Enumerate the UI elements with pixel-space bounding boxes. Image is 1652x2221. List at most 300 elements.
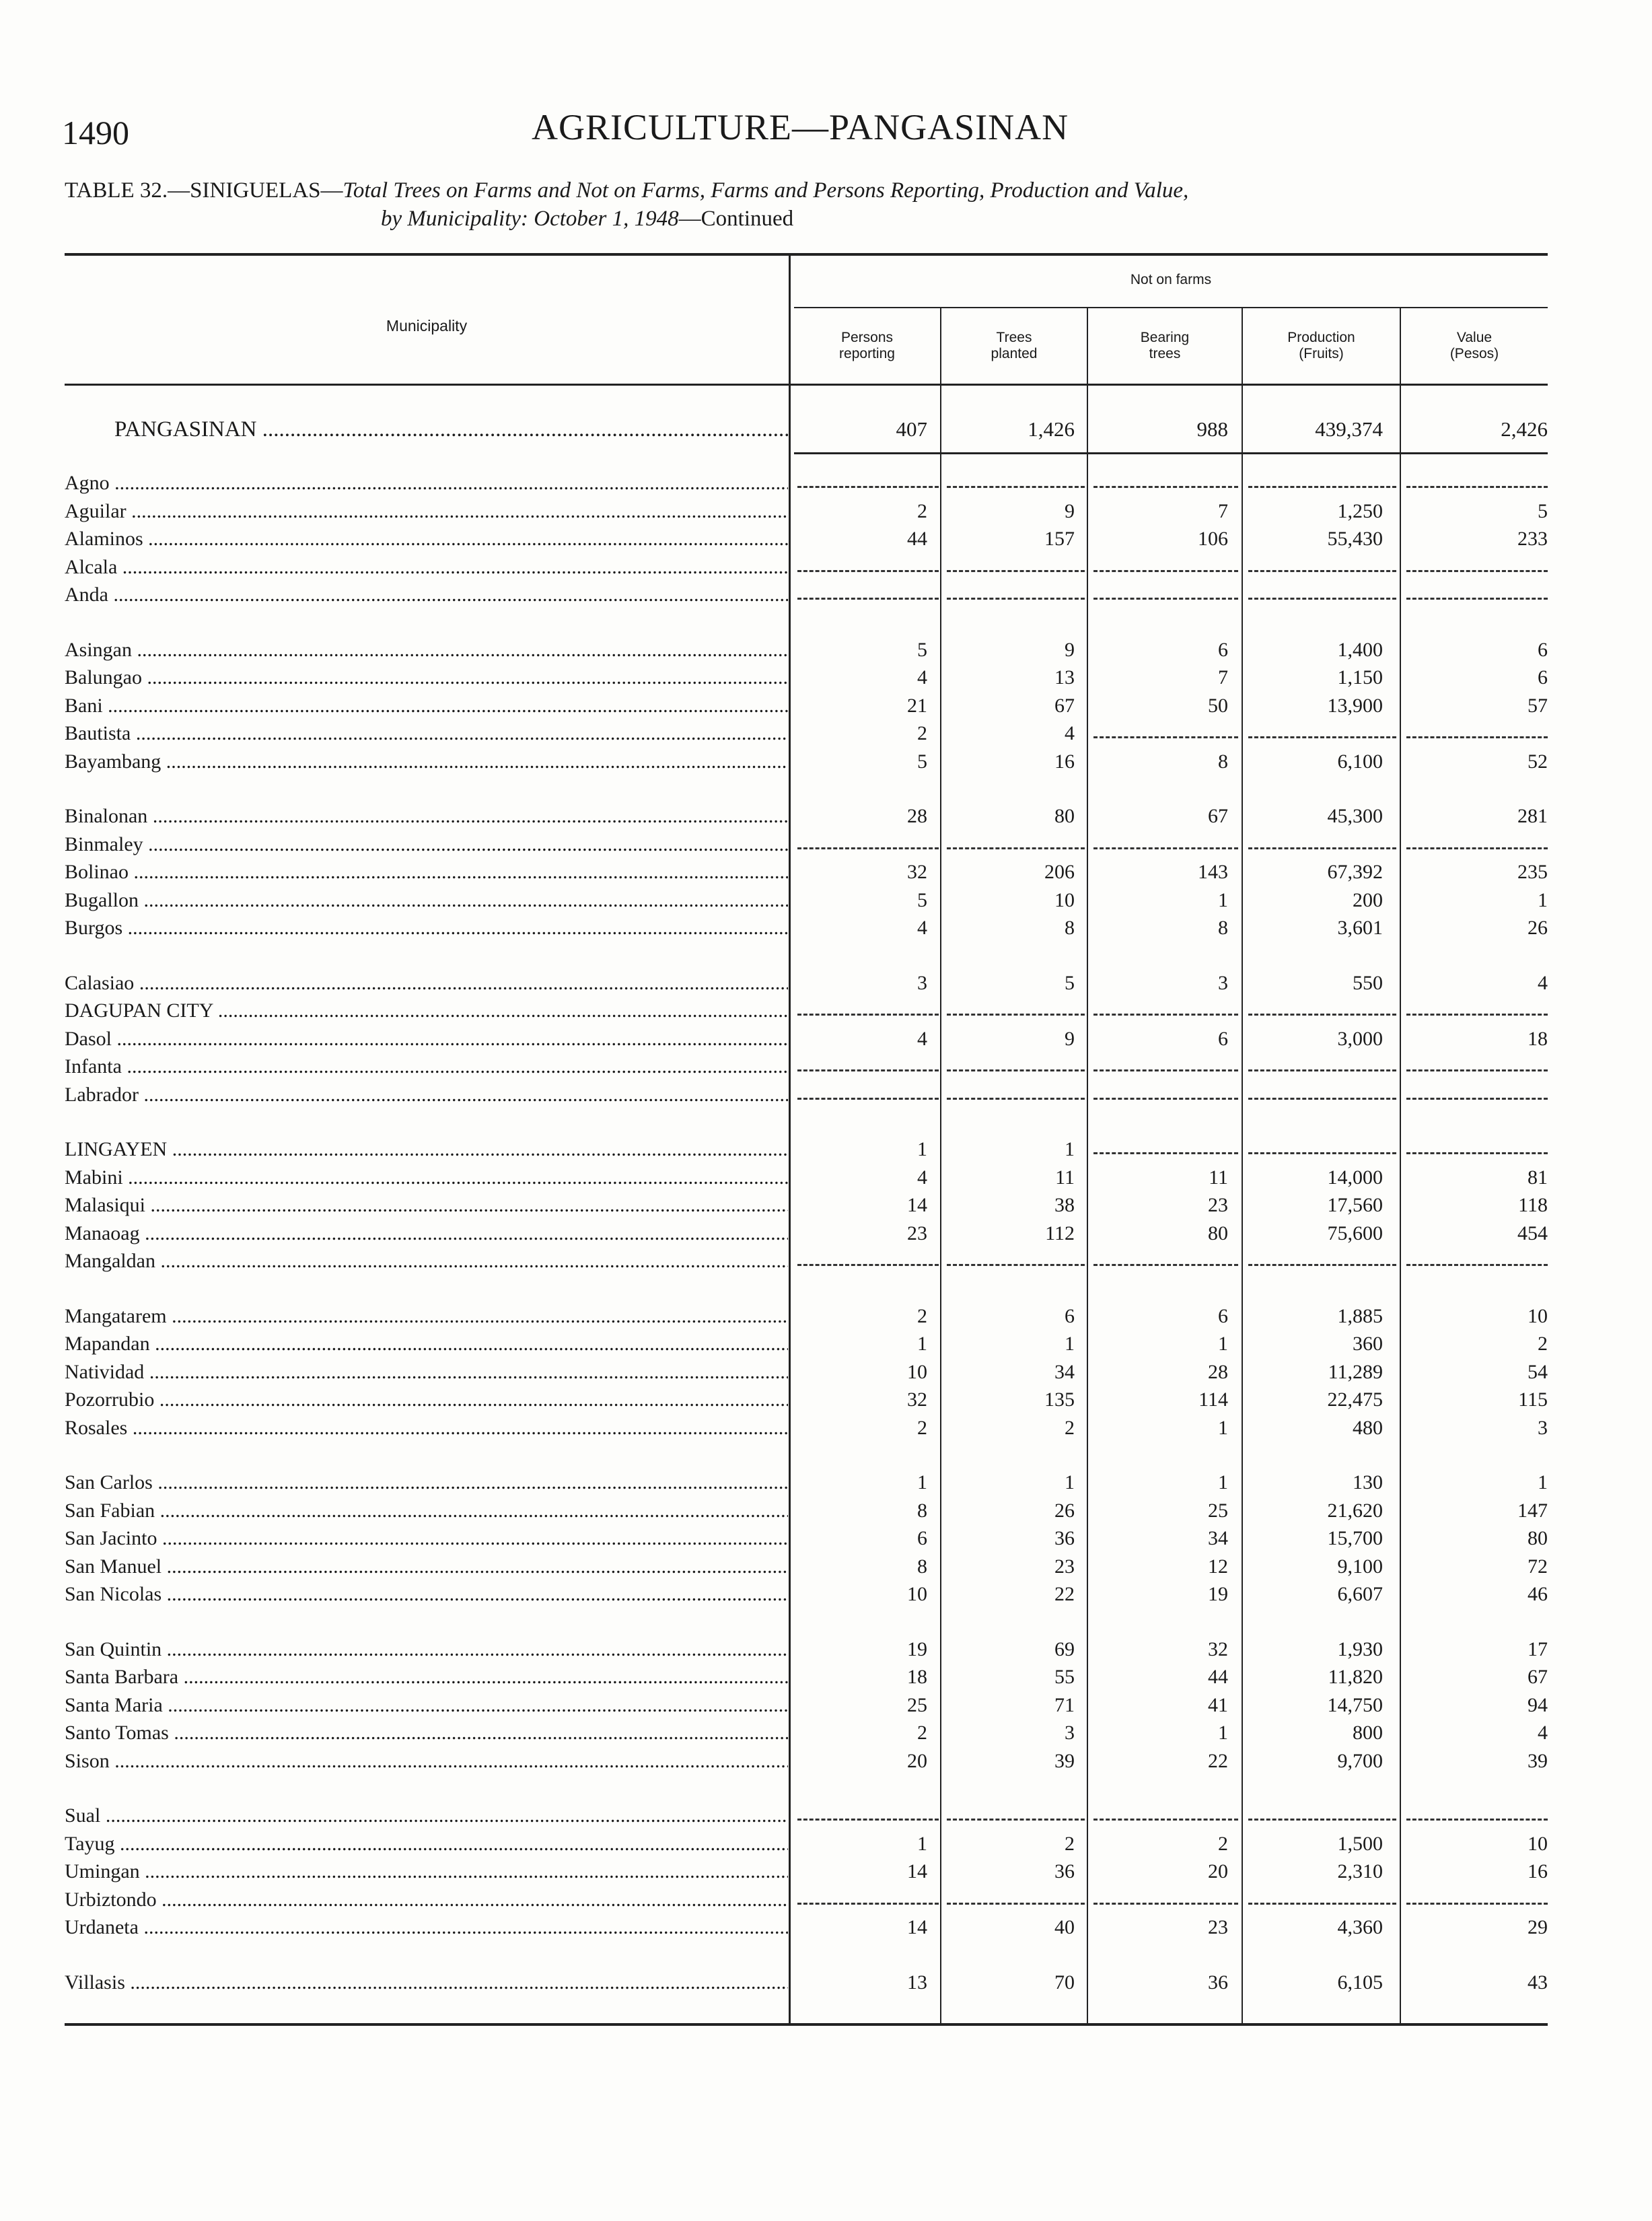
bearing-cell: 36: [1208, 1971, 1228, 1994]
empty-cell-leader: [1093, 1069, 1238, 1071]
persons-cell: 5: [917, 750, 927, 773]
trees-cell: 34: [1054, 1360, 1075, 1383]
table-row: [0, 1637, 1652, 1666]
value-cell: 17: [1528, 1637, 1548, 1660]
bearing-cell: 67: [1208, 805, 1228, 827]
trees-cell: 1: [1065, 1138, 1075, 1160]
municipality-name: Infanta .....: [65, 1055, 788, 1079]
total-value: 2,426: [1501, 417, 1548, 441]
persons-cell: 1: [917, 1333, 927, 1355]
empty-cell-leader: [1248, 1098, 1396, 1100]
production-cell: 45,300: [1327, 805, 1383, 827]
col-header-bearing-l1: Bearing: [1140, 330, 1190, 345]
table-row: [0, 694, 1652, 722]
persons-cell: 1: [917, 1138, 927, 1160]
trees-cell: 39: [1054, 1749, 1075, 1772]
empty-cell-leader: [1248, 1152, 1396, 1154]
empty-cell-leader: [1093, 486, 1238, 488]
empty-cell-leader: [1248, 1903, 1396, 1905]
municipality-name: Calasiao .....: [65, 971, 788, 995]
bearing-cell: 44: [1208, 1666, 1228, 1688]
bearing-cell: 143: [1198, 861, 1228, 883]
empty-cell-leader: [797, 1264, 939, 1266]
value-cell: 5: [1538, 499, 1548, 522]
table-row: [0, 1582, 1652, 1611]
table-top-rule: [65, 253, 1548, 256]
municipality-name: Bayambang .....: [65, 750, 788, 774]
persons-cell: 13: [907, 1971, 927, 1994]
trees-cell: 1: [1065, 1471, 1075, 1493]
value-cell: 94: [1528, 1693, 1548, 1716]
empty-cell-leader: [797, 847, 939, 849]
production-cell: 15,700: [1327, 1527, 1383, 1549]
value-cell: 57: [1528, 694, 1548, 717]
value-cell: 4: [1538, 971, 1548, 994]
value-cell: 6: [1538, 638, 1548, 661]
municipality-name: Urdaneta .....: [65, 1915, 788, 1940]
persons-cell: 25: [907, 1693, 927, 1716]
trees-cell: 9: [1065, 1027, 1075, 1050]
trees-cell: 3: [1065, 1722, 1075, 1744]
empty-cell-leader: [1406, 1903, 1548, 1905]
total-row-label: PANGASINAN .....: [65, 417, 788, 442]
value-cell: 72: [1528, 1555, 1548, 1578]
value-cell: 16: [1528, 1860, 1548, 1882]
persons-cell: 4: [917, 1027, 927, 1050]
production-cell: 22,475: [1327, 1388, 1383, 1411]
production-cell: 11,820: [1328, 1666, 1383, 1688]
bearing-cell: 1: [1218, 1416, 1228, 1439]
production-cell: 11,289: [1328, 1360, 1383, 1383]
production-cell: 800: [1353, 1722, 1383, 1744]
bearing-cell: 3: [1218, 971, 1228, 994]
empty-cell-leader: [1093, 1014, 1238, 1016]
persons-cell: 18: [907, 1666, 927, 1688]
persons-cell: 14: [907, 1194, 927, 1216]
trees-cell: 1: [1065, 1333, 1075, 1355]
production-cell: 1,885: [1337, 1304, 1383, 1327]
table-row: [0, 750, 1652, 778]
empty-cell-leader: [797, 1819, 939, 1821]
bearing-cell: 32: [1208, 1637, 1228, 1660]
municipality-name: LINGAYEN .....: [65, 1137, 788, 1162]
col-header-production-l1: Production: [1287, 330, 1355, 345]
page-number: 1490: [62, 114, 129, 151]
municipality-name: Dasol .....: [65, 1027, 788, 1051]
col-header-bearing-l2: trees: [1149, 346, 1181, 361]
col-header-production-l2: (Fruits): [1299, 346, 1344, 361]
table-row: [0, 999, 1652, 1027]
value-cell: 80: [1528, 1527, 1548, 1549]
municipality-name: Umingan .....: [65, 1860, 788, 1884]
table-row: [0, 1721, 1652, 1749]
trees-cell: 38: [1054, 1194, 1075, 1216]
empty-cell-leader: [1093, 598, 1238, 600]
value-cell: 115: [1518, 1388, 1548, 1411]
empty-cell-leader: [1406, 1264, 1548, 1266]
value-cell: 1: [1538, 1471, 1548, 1493]
table-row: [0, 1526, 1652, 1555]
persons-cell: 28: [907, 805, 927, 827]
bearing-cell: 7: [1218, 499, 1228, 522]
empty-cell-leader: [1093, 1152, 1238, 1154]
empty-cell-leader: [947, 1903, 1085, 1905]
bearing-cell: 22: [1208, 1749, 1228, 1772]
bearing-cell: 6: [1218, 1027, 1228, 1050]
value-cell: 54: [1528, 1360, 1548, 1383]
production-cell: 1,250: [1337, 499, 1383, 522]
col-header-trees: [941, 330, 1087, 362]
stub-header: Municipality: [386, 317, 468, 334]
municipality-name: Tayug .....: [65, 1832, 788, 1856]
persons-cell: 10: [907, 1583, 927, 1605]
table-row: [0, 1555, 1652, 1583]
table-row: [0, 1166, 1652, 1194]
empty-cell-leader: [1248, 847, 1396, 849]
col-header-bearing: [1088, 330, 1242, 362]
bearing-cell: 1: [1218, 1722, 1228, 1744]
value-cell: 39: [1528, 1749, 1548, 1772]
value-cell: 235: [1517, 861, 1548, 883]
municipality-name: Asingan .....: [65, 638, 788, 662]
persons-cell: 8: [917, 1555, 927, 1578]
municipality-name: San Quintin .....: [65, 1637, 788, 1662]
municipality-name: San Nicolas .....: [65, 1582, 788, 1607]
value-cell: 67: [1528, 1666, 1548, 1688]
municipality-name: Sual .....: [65, 1804, 788, 1828]
value-cell: 81: [1528, 1166, 1548, 1189]
value-cell: 18: [1528, 1027, 1548, 1050]
table-row: [0, 1915, 1652, 1944]
municipality-name: Rosales .....: [65, 1416, 788, 1440]
col-header-value-l2: (Pesos): [1449, 346, 1499, 361]
table-row: [0, 1888, 1652, 1916]
value-cell: 454: [1517, 1222, 1548, 1244]
persons-cell: 23: [907, 1222, 927, 1244]
trees-cell: 10: [1054, 888, 1075, 911]
persons-cell: 32: [907, 861, 927, 883]
trees-cell: 9: [1065, 638, 1075, 661]
trees-cell: 2: [1065, 1416, 1075, 1439]
municipality-name: Pozorrubio .....: [65, 1388, 788, 1412]
total-row: [0, 417, 1652, 446]
table-row: [0, 860, 1652, 888]
trees-cell: 2: [1065, 1832, 1075, 1855]
production-cell: 550: [1353, 971, 1383, 994]
bearing-cell: 6: [1218, 638, 1228, 661]
bearing-cell: 41: [1208, 1693, 1228, 1716]
production-cell: 55,430: [1327, 528, 1383, 550]
production-cell: 75,600: [1327, 1222, 1383, 1244]
production-cell: 13,900: [1327, 694, 1383, 717]
empty-cell-leader: [947, 598, 1085, 600]
persons-cell: 32: [907, 1388, 927, 1411]
production-cell: 14,000: [1327, 1166, 1383, 1189]
production-cell: 9,700: [1337, 1749, 1383, 1772]
value-cell: 52: [1528, 750, 1548, 773]
empty-cell-leader: [797, 1098, 939, 1100]
empty-cell-leader: [947, 1069, 1085, 1071]
municipality-name: Bautista .....: [65, 721, 788, 746]
total-persons: 407: [896, 417, 927, 441]
persons-cell: 14: [907, 1916, 927, 1938]
bearing-cell: 7: [1218, 666, 1228, 689]
col-header-trees-l1: Trees: [996, 330, 1032, 345]
municipality-name: Santa Maria .....: [65, 1693, 788, 1718]
empty-cell-leader: [947, 486, 1085, 488]
municipality-name: Mangatarem .....: [65, 1304, 788, 1329]
municipality-name: Alaminos .....: [65, 527, 788, 551]
value-cell: 10: [1528, 1304, 1548, 1327]
municipality-name: Manaoag .....: [65, 1222, 788, 1246]
col-header-persons: [794, 330, 940, 362]
trees-cell: 80: [1054, 805, 1075, 827]
bearing-cell: 28: [1208, 1360, 1228, 1383]
value-cell: 147: [1517, 1499, 1548, 1522]
value-cell: 43: [1528, 1971, 1548, 1994]
table-row: [0, 1083, 1652, 1111]
value-cell: 6: [1538, 666, 1548, 689]
empty-cell-leader: [947, 1014, 1085, 1016]
trees-cell: 4: [1065, 722, 1075, 744]
production-cell: 21,620: [1327, 1499, 1383, 1522]
table-row: [0, 1304, 1652, 1333]
bearing-cell: 20: [1208, 1860, 1228, 1882]
trees-cell: 13: [1054, 666, 1075, 689]
table-row: [0, 1332, 1652, 1360]
col-header-trees-l2: planted: [991, 346, 1038, 361]
municipality-name: Santo Tomas .....: [65, 1721, 788, 1745]
empty-cell-leader: [1406, 570, 1548, 572]
municipality-name: Labrador .....: [65, 1083, 788, 1107]
municipality-name: San Fabian .....: [65, 1499, 788, 1523]
production-cell: 3,000: [1337, 1027, 1383, 1050]
municipality-name: Mapandan .....: [65, 1332, 788, 1356]
table-row: [0, 527, 1652, 555]
empty-cell-leader: [947, 847, 1085, 849]
municipality-name: Aguilar .....: [65, 499, 788, 524]
table-row: [0, 555, 1652, 584]
total-trees: 1,426: [1028, 417, 1075, 441]
table-row: [0, 721, 1652, 750]
municipality-name: Mangaldan .....: [65, 1249, 788, 1273]
municipality-name: Urbiztondo .....: [65, 1888, 788, 1912]
municipality-name: Alcala .....: [65, 555, 788, 579]
municipality-name: Anda .....: [65, 583, 788, 607]
trees-cell: 23: [1054, 1555, 1075, 1578]
production-cell: 67,392: [1327, 861, 1383, 883]
empty-cell-leader: [1248, 486, 1396, 488]
empty-cell-leader: [797, 1069, 939, 1071]
empty-cell-leader: [1406, 1152, 1548, 1154]
persons-cell: 21: [907, 694, 927, 717]
persons-cell: 6: [917, 1527, 927, 1549]
bearing-cell: 114: [1198, 1388, 1228, 1411]
bearing-cell: 8: [1218, 750, 1228, 773]
trees-cell: 69: [1054, 1637, 1075, 1660]
empty-cell-leader: [1093, 736, 1238, 738]
value-cell: 26: [1528, 917, 1548, 939]
table-row: [0, 1055, 1652, 1083]
production-cell: 480: [1353, 1416, 1383, 1439]
empty-cell-leader: [1093, 1264, 1238, 1266]
bearing-cell: 34: [1208, 1527, 1228, 1549]
empty-cell-leader: [1248, 1014, 1396, 1016]
empty-cell-leader: [947, 570, 1085, 572]
municipality-name: Sison .....: [65, 1749, 788, 1773]
empty-cell-leader: [1248, 598, 1396, 600]
empty-cell-leader: [1406, 736, 1548, 738]
value-cell: 233: [1517, 528, 1548, 550]
empty-cell-leader: [1248, 1264, 1396, 1266]
production-cell: 130: [1353, 1471, 1383, 1493]
total-production: 439,374: [1315, 417, 1383, 441]
empty-cell-leader: [947, 1819, 1085, 1821]
bearing-cell: 23: [1208, 1194, 1228, 1216]
table-row: [0, 1222, 1652, 1250]
bearing-cell: 12: [1208, 1555, 1228, 1578]
empty-cell-leader: [797, 570, 939, 572]
empty-cell-leader: [1406, 486, 1548, 488]
table-row: [0, 804, 1652, 833]
trees-cell: 135: [1044, 1388, 1075, 1411]
table-row: [0, 1693, 1652, 1722]
table-row: [0, 1137, 1652, 1166]
running-title: AGRICULTURE—PANGASINAN: [532, 107, 1069, 147]
value-cell: 2: [1538, 1333, 1548, 1355]
table-row: [0, 1499, 1652, 1527]
persons-cell: 10: [907, 1360, 927, 1383]
persons-cell: 2: [917, 1416, 927, 1439]
municipality-name: San Jacinto .....: [65, 1526, 788, 1551]
persons-cell: 1: [917, 1471, 927, 1493]
persons-cell: 8: [917, 1499, 927, 1522]
table-row: [0, 1027, 1652, 1055]
municipality-name: San Manuel .....: [65, 1555, 788, 1579]
empty-cell-leader: [797, 486, 939, 488]
bearing-cell: 6: [1218, 1304, 1228, 1327]
table-row: [0, 833, 1652, 861]
bearing-cell: 23: [1208, 1916, 1228, 1938]
municipality-name: Binalonan .....: [65, 804, 788, 829]
persons-cell: 19: [907, 1637, 927, 1660]
bearing-cell: 25: [1208, 1499, 1228, 1522]
production-cell: 6,105: [1337, 1971, 1383, 1994]
production-cell: 4,360: [1337, 1916, 1383, 1938]
empty-cell-leader: [797, 598, 939, 600]
caption-date: by Municipality: October 1, 1948: [381, 207, 679, 231]
empty-cell-leader: [1093, 570, 1238, 572]
production-cell: 1,400: [1337, 638, 1383, 661]
bearing-cell: 106: [1198, 528, 1228, 550]
table-row: [0, 1804, 1652, 1832]
empty-cell-leader: [1248, 570, 1396, 572]
empty-cell-leader: [1093, 847, 1238, 849]
trees-cell: 40: [1054, 1916, 1075, 1938]
trees-cell: 16: [1054, 750, 1075, 773]
trees-cell: 36: [1054, 1527, 1075, 1549]
trees-cell: 6: [1065, 1304, 1075, 1327]
caption-continued: —Continued: [678, 207, 794, 231]
value-cell: 3: [1538, 1416, 1548, 1439]
municipality-name: Bani .....: [65, 694, 788, 718]
trees-cell: 112: [1045, 1222, 1075, 1244]
table-caption: [65, 176, 1552, 233]
persons-cell: 4: [917, 917, 927, 939]
table-row: [0, 888, 1652, 917]
production-cell: 6,100: [1337, 750, 1383, 773]
bearing-cell: 1: [1218, 1333, 1228, 1355]
municipality-name: Mabini .....: [65, 1166, 788, 1190]
production-cell: 200: [1353, 888, 1383, 911]
trees-cell: 157: [1044, 528, 1075, 550]
bearing-cell: 8: [1218, 917, 1228, 939]
production-cell: 1,930: [1337, 1637, 1383, 1660]
municipality-name: Malasiqui .....: [65, 1193, 788, 1218]
value-cell: 46: [1528, 1583, 1548, 1605]
production-cell: 17,560: [1327, 1194, 1383, 1216]
persons-cell: 1: [917, 1832, 927, 1855]
table-row: [0, 638, 1652, 666]
group-header-rule: [794, 307, 1548, 308]
table-row: [0, 1860, 1652, 1888]
bearing-cell: 2: [1218, 1832, 1228, 1855]
col-header-persons-l2: reporting: [839, 346, 895, 361]
empty-cell-leader: [1248, 1069, 1396, 1071]
municipality-name: Burgos .....: [65, 916, 788, 940]
persons-cell: 20: [907, 1749, 927, 1772]
municipality-name: Binmaley .....: [65, 833, 788, 857]
municipality-name: Balungao .....: [65, 666, 788, 690]
trees-cell: 71: [1054, 1693, 1075, 1716]
table-row: [0, 916, 1652, 944]
table-row: [0, 1832, 1652, 1860]
bearing-cell: 1: [1218, 1471, 1228, 1493]
municipality-name: Agno .....: [65, 471, 788, 495]
col-header-production: [1243, 330, 1400, 362]
header-bottom-rule: [65, 384, 1548, 386]
table-row: [0, 1388, 1652, 1416]
table-row: [0, 1665, 1652, 1693]
persons-cell: 2: [917, 1722, 927, 1744]
value-cell: 4: [1538, 1722, 1548, 1744]
empty-cell-leader: [1248, 1819, 1396, 1821]
table-bottom-rule: [65, 2023, 1548, 2026]
empty-cell-leader: [947, 1264, 1085, 1266]
municipality-name: Santa Barbara .....: [65, 1665, 788, 1689]
trees-cell: 8: [1065, 917, 1075, 939]
table-row: [0, 1971, 1652, 1999]
empty-cell-leader: [1406, 1014, 1548, 1016]
production-cell: 9,100: [1337, 1555, 1383, 1578]
trees-cell: 5: [1065, 971, 1075, 994]
trees-cell: 55: [1054, 1666, 1075, 1688]
value-cell: 10: [1528, 1832, 1548, 1855]
empty-cell-leader: [1093, 1903, 1238, 1905]
table-row: [0, 1471, 1652, 1499]
table-row: [0, 471, 1652, 499]
trees-cell: 11: [1055, 1166, 1075, 1189]
col-header-persons-l1: Persons: [840, 330, 894, 345]
trees-cell: 26: [1054, 1499, 1075, 1522]
trees-cell: 22: [1054, 1583, 1075, 1605]
value-cell: 1: [1538, 888, 1548, 911]
production-cell: 3,601: [1337, 917, 1383, 939]
persons-cell: 2: [917, 1304, 927, 1327]
table-row: [0, 1360, 1652, 1388]
empty-cell-leader: [1248, 736, 1396, 738]
table-row: [0, 1193, 1652, 1222]
